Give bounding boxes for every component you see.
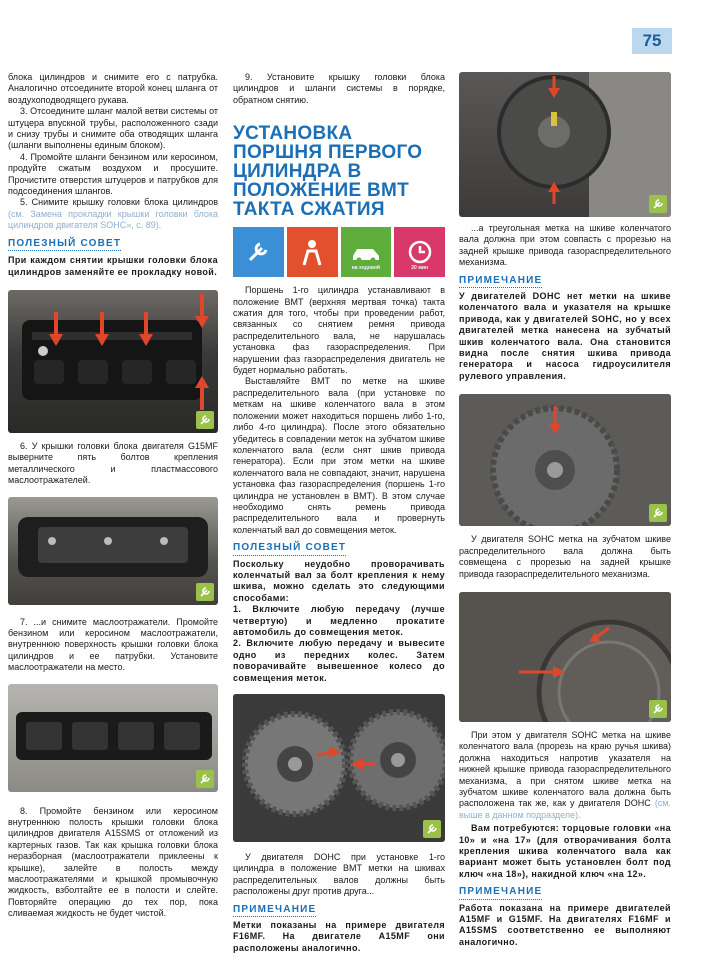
wrench-badge-icon <box>649 504 667 522</box>
tip-item-1: 1. Включите любую передачу (лучше четвертую) и медленно прокатите автомобиль до совмещения меток. <box>233 604 445 637</box>
wrench-badge-icon <box>196 583 214 601</box>
page-number: 75 <box>632 28 672 54</box>
camshaft-pulleys-illustration <box>233 694 445 842</box>
note-heading: ПРИМЕЧАНИЕ <box>459 275 542 288</box>
caption-dohc: У двигателя DOHC при установке 1-го цилиндра в положение ВМТ метки на шкивах распределительных валов должны быть расположены друг против друга... <box>233 852 445 897</box>
tip-text: Поскольку неудобно проворачивать коленчатый вал за болт крепления к нему шкива, можно сделать это следующими способами: <box>233 558 445 603</box>
note-heading: ПРИМЕЧАНИЕ <box>459 886 542 899</box>
photo-sohc-crankshaft-pointer <box>459 592 671 722</box>
note-text: Метки показаны на примере двигателя F16MF. На двигателе A15MF они расположены аналогично. <box>233 920 445 953</box>
step-4: 4. Промойте шланги бензином или керосином, продуйте сжатым воздухом и просушите. Прочистите отверстия штуцеров и патрубков для подсоединения шлангов. <box>8 151 218 197</box>
photo-oil-deflectors-removed <box>8 684 218 792</box>
column-left <box>8 72 218 920</box>
photo-sohc-camshaft-mark <box>459 394 671 526</box>
wrench-icon <box>233 227 284 277</box>
clock-icon <box>394 227 445 277</box>
column-right <box>459 72 671 948</box>
caption-sohc-crankshaft <box>459 730 671 821</box>
step-5 <box>8 197 218 231</box>
arrow-icon <box>138 312 154 348</box>
difficulty-icons <box>233 227 445 277</box>
note-heading: ПРИМЕЧАНИЕ <box>233 904 316 917</box>
tools-needed: Вам потребуются: торцовые головки «на 10» и «на 17» (для отворачивания болта крепления шкива коленчатого вала как вариант может быть установлен болт под ключ «на 18»), накидной ключ «на 12». <box>459 823 671 879</box>
person-icon <box>287 227 338 277</box>
photo-crankshaft-mark <box>459 72 671 217</box>
arrow-icon <box>194 374 210 410</box>
caption-crankshaft-mark: ...а треугольная метка на шкиве коленчатого вала должна при этом совпасть с прорезью на задней крышке привода газораспределительного механизма. <box>459 223 671 268</box>
tip-heading: ПОЛЕЗНЫЙ СОВЕТ <box>8 238 121 251</box>
step-5-reference[interactable]: (см. Замена прокладки крышки головки блока цилиндров двигателя SOHC», с. 89). <box>8 208 218 231</box>
step-6: 6. У крышки головки блока двигателя G15MF выверните пять болтов крепления металлического и пластмассового маслоотражателей. <box>8 440 218 486</box>
arrow-icon <box>94 312 110 348</box>
photo-dohc-camshaft-pulleys <box>233 694 445 842</box>
caption-sohc-camshaft: У двигателя SOHC метка на зубчатом шкиве распределительного вала должна быть совмещена с прорезью на задней крышке привода газораспределительного механизма. <box>459 534 671 579</box>
note-engines-text: Работа показана на примере двигателей A15MF и G15MF. На двигателях F16MF и A15SMS соответственно ее выполняют аналогично. <box>459 902 671 947</box>
wrench-badge-icon <box>649 195 667 213</box>
tip-item-2: 2. Включите любую передачу и вывесите одно из передних колес. Затем поворачивайте вывешенное колесо до совмещения меток. <box>233 638 445 683</box>
arrow-icon <box>48 312 64 348</box>
intro-paragraph: Поршень 1-го цилиндра устанавливают в положение ВМТ (верхняя мертвая точка) такта сжатия для того, чтобы при проведении работ, связанных со снятием ремня привода распределительного вала, не нарушалась установка фаз газораспределения. При нарушении фаз газораспределения двигатель не будет нормально работать. <box>233 285 445 376</box>
caption-sohc-crankshaft-text: При этом у двигателя SOHC метка на шкиве коленчатого вала (прорезь на краю ручья шкива) должна находиться напротив указателя на нижней крышке привода газораспределительного механизма, а при снятом шкиве метка на зубчатом шкиве коленчатого вала должна быть расположена так же, как у двигателя DOHC <box>459 729 671 809</box>
step-7: 7. ...и снимите маслоотражатели. Промойте бензином или керосином маслоотражатели, внутреннюю поверхность крышки головки блока цилиндров и ее патрубки. Установите маслоотражатели на место. <box>8 616 218 673</box>
section-title: УСТАНОВКА ПОРШНЯ ПЕРВОГО ЦИЛИНДРА В ПОЛОЖЕНИЕ ВМТ ТАКТА СЖАТИЯ <box>233 123 423 221</box>
note-dohc-text: У двигателей DOHC нет метки на шкиве коленчатого вала и указателя на крышке привода, как у двигателей SOHC, но у всех двигателей метка нанесена на зубчатый шкив коленчатого вала. Она становится видна после снятия шкива привода генератора и насоса гидроусилителя рулевого управления. <box>459 291 671 381</box>
car-icon <box>341 227 392 277</box>
step-5-text: 5. Снимите крышку головки блока цилиндров <box>20 197 218 208</box>
arrow-icon <box>194 294 210 330</box>
tip-text: При каждом снятии крышки головки блока цилиндров заменяйте ее прокладку новой. <box>8 255 218 277</box>
marks-paragraph: Выставляйте ВМТ по метке на шкиве распределительного вала (при установке по меткам на шкиве коленчатого вала в этом положении может находиться поршень либо 1-го, либо 4-го цилиндра). После этого обязательно убедитесь в совпадении меток на зубчатом шкиве коленчатого вала (если снят шкив привода генератора). Если при этом метки на шкиве коленчатого вала не совпадают, значит, нарушена установка фаз газораспределения (поршень 1-го цилиндра не установлен в ВМТ). В этом случае необходимо снять ремень привода распределительного вала и провернуть коленчатый вал до совмещения меток. <box>233 376 445 535</box>
wrench-badge-icon <box>196 411 214 429</box>
caption-sohc-crankshaft-reference[interactable]: (см. выше в данном подразделе). <box>459 798 671 820</box>
crankshaft-mark-illustration <box>459 72 671 217</box>
photo-valve-cover-bolts <box>8 290 218 433</box>
car-icon-label: на ходовой <box>351 264 380 271</box>
sohc-crankshaft-illustration <box>459 592 671 722</box>
step-3: 3. Отсоедините шланг малой ветви системы от штуцера впускной трубы, расположенного сзади и снизу трубы и снимите оба отводящих шланга (шланги выполнены единым блоком). <box>8 106 218 151</box>
wrench-badge-icon <box>423 820 441 838</box>
paragraph-continued: блока цилиндров и снимите его с патрубка. Аналогично отсоедините второй конец шланга от воздухоподводящего рукава. <box>8 72 218 105</box>
clock-icon-label: 20 мин <box>411 264 428 271</box>
column-middle <box>233 72 445 954</box>
step-9: 9. Установите крышку головки блока цилиндров и шланги системы в порядке, обратном снятию. <box>233 72 445 105</box>
tip-heading: ПОЛЕЗНЫЙ СОВЕТ <box>233 542 346 555</box>
wrench-badge-icon <box>649 700 667 718</box>
wrench-badge-icon <box>196 770 214 788</box>
step-8: 8. Промойте бензином или керосином внутреннюю полость крышки головки блока цилиндров двигателя A15SMS от отложений из картерных газов. Так как крышка головки блока неразборная (маслоотражатели приклеены к крышке), залейте в полость между маслоотражателями и крышкой промывочную жидкость, взболтайте ее в полости и слейте. Повторяйте операцию до тех пор, пока сливаемая жидкость не будет чистой. <box>8 805 218 919</box>
photo-oil-deflector-bolts <box>8 497 218 605</box>
sohc-camshaft-illustration <box>459 394 671 526</box>
